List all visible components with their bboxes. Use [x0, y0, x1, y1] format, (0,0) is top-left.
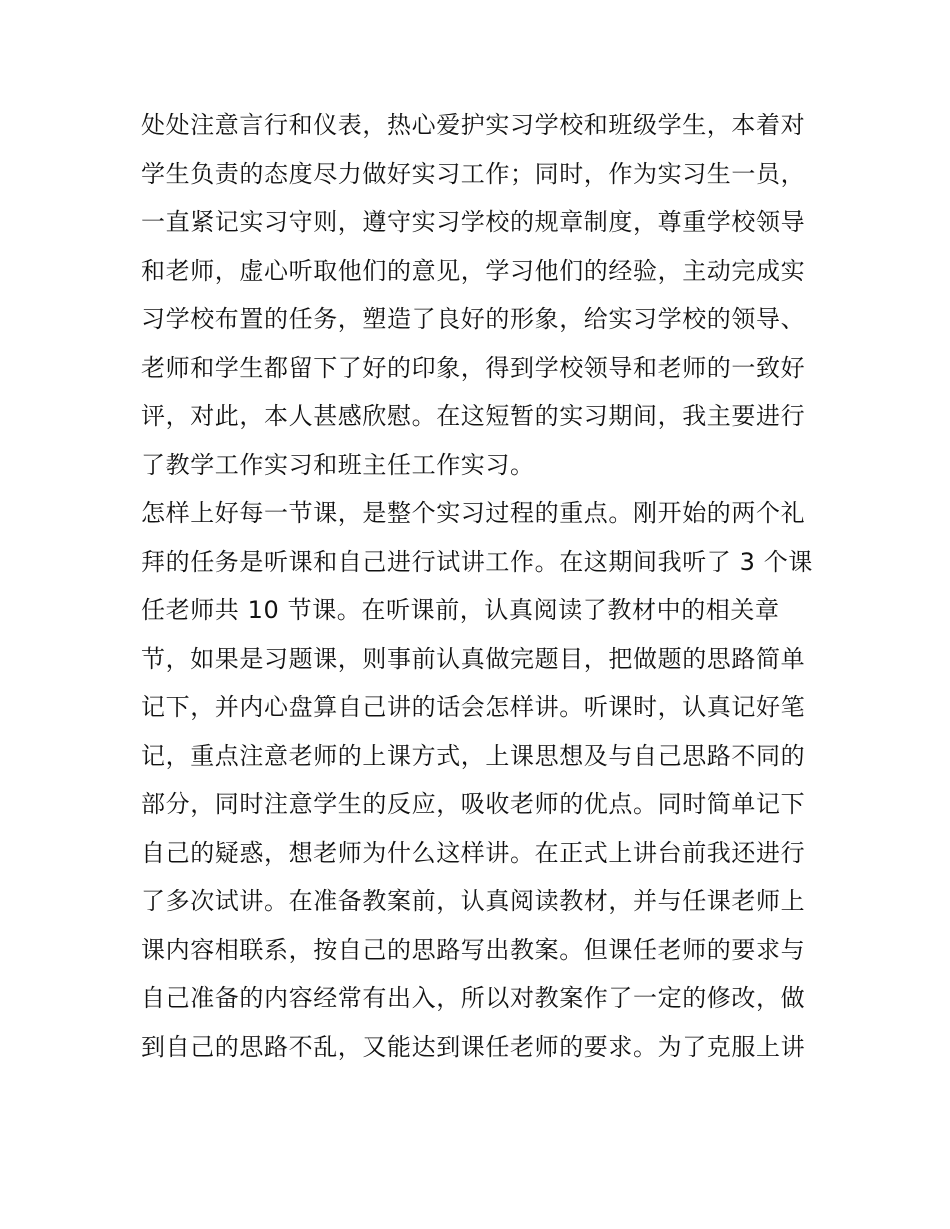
text-line: 自己准备的内容经常有出入，所以对教案作了一定的修改，做	[141, 984, 806, 1012]
text-line: 了教学工作实习和班主任工作实习。	[141, 450, 535, 479]
text-line: 一直紧记实习守则，遵守实习学校的规章制度，尊重学校领导	[141, 208, 806, 236]
text-line: 拜的任务是听课和自己进行试讲工作。在这期间我听了 3 个课	[141, 547, 813, 576]
text-line: 习学校布置的任务，塑造了良好的形象，给实习学校的领导、	[141, 305, 806, 333]
text-line: 课内容相联系，按自己的思路写出教案。但课任老师的要求与	[141, 935, 806, 964]
text-line: 老师和学生都留下了好的印象，得到学校领导和老师的一致好	[141, 353, 806, 382]
text-line: 怎样上好每一节课，是整个实习过程的重点。刚开始的两个礼	[141, 499, 806, 527]
text-line: 到自己的思路不乱，又能达到课任老师的要求。为了克服上讲	[141, 1032, 806, 1061]
text-line: 任老师共 10 节课。在听课前，认真阅读了教材中的相关章	[141, 596, 780, 624]
text-line: 部分，同时注意学生的反应，吸收老师的优点。同时简单记下	[141, 790, 806, 818]
text-line: 自己的疑惑，想老师为什么这样讲。在正式上讲台前我还进行	[141, 838, 806, 867]
text-line: 学生负责的态度尽力做好实习工作；同时，作为实习生一员，	[141, 159, 806, 188]
text-line: 评，对此，本人甚感欣慰。在这短暂的实习期间，我主要进行	[141, 402, 806, 430]
text-line: 记，重点注意老师的上课方式，上课思想及与自己思路不同的	[141, 741, 806, 770]
text-line: 了多次试讲。在准备教案前，认真阅读教材，并与任课老师上	[141, 887, 806, 915]
text-line: 处处注意言行和仪表，热心爱护实习学校和班级学生，本着对	[141, 111, 806, 139]
body-text	[141, 101, 821, 1071]
text-line: 和老师，虚心听取他们的意见，学习他们的经验，主动完成实	[141, 256, 806, 285]
text-line: 记下，并内心盘算自己讲的话会怎样讲。听课时，认真记好笔	[141, 693, 806, 721]
text-line: 节，如果是习题课，则事前认真做完题目，把做题的思路简单	[141, 644, 806, 673]
